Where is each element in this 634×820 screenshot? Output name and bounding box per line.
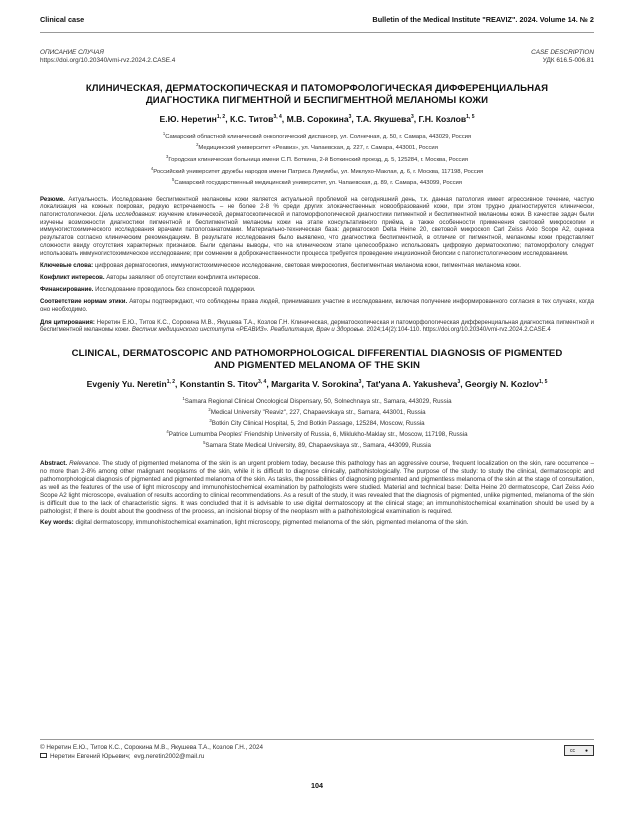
contact-name: Неретин Евгений Юрьевич; <box>50 752 131 760</box>
en-affiliation <box>40 395 594 406</box>
funding-label: Финансирование. <box>40 286 94 293</box>
en-affiliation <box>40 406 594 417</box>
affiliation-text: Medical University "Reaviz", 227, Chapaevskaya str., Samara, 443001, Russia <box>210 409 426 417</box>
affiliation-text: Медицинский университет «Реавиз», ул. Чапаевская, д. 227, г. Самара, 443001, Россия <box>198 145 438 152</box>
en-affiliation <box>40 439 594 450</box>
affiliation-number: 1 <box>182 396 185 402</box>
authors-ru: Е.Ю. Неретин$^{1, 2}$, К.С. Титов$^{3, 4}$, М.В. Сорокина$^3$, Т.А. Якушева$^3$, Г.Н. Козлов$^{1, 5}$ <box>159 113 475 124</box>
footer-lines <box>40 744 594 761</box>
abstract-relevance-en: Relevance. <box>69 460 101 468</box>
affiliation-text: Patrice Lumumba Peoples' Friendship University of Russia, 6, Miklukho-Maklay str., Moscow, 117198, Russia <box>168 431 468 439</box>
ru-author: Т.А. Якушева <box>356 113 411 124</box>
funding-ru <box>40 287 594 295</box>
conflict-label: Конфликт интересов. <box>40 274 105 281</box>
ethics-text: Авторы подтверждают, что соблюдены права людей, принимавших участие в исследовании, включая получение информированного согласия в тех случаях, когда оно необходимо. <box>40 299 594 314</box>
en-author-affil-sup: 3 <box>358 379 362 386</box>
article-type-ru: ОПИСАНИЕ СЛУЧАЯ <box>40 49 104 56</box>
affiliation-number: 5 <box>203 440 206 446</box>
citation-label: Для цитирования: <box>40 319 95 326</box>
affiliation-number: 4 <box>166 429 169 435</box>
affiliation-number: 2 <box>208 407 211 413</box>
header-rule <box>40 32 594 33</box>
en-author: Margarita V. Sorokina <box>271 379 359 390</box>
affiliation-number: 3 <box>209 418 212 424</box>
ru-affiliation <box>40 165 594 177</box>
affiliation-text: Samara Regional Clinical Oncological Dispensary, 50, Solnechnaya str., Samara, 443029, Russia <box>184 398 452 406</box>
affiliation-text: Российский университет дружбы народов имени Патриса Лумумбы, ул. Миклухо-Маклая, д. 6, г. Москва, 117198, Россия <box>153 168 484 175</box>
contact <box>40 753 594 762</box>
ru-affiliation <box>40 153 594 165</box>
keywords-ru <box>40 263 594 271</box>
en-author: Tat'yana A. Yakusheva <box>366 379 458 390</box>
affiliation-text: Самарский государственный медицинский университет, ул. Чапаевская, д. 89, г. Самара, 443099, Россия <box>174 180 463 187</box>
ru-author-affil-sup: 3, 4 <box>273 113 282 120</box>
affiliation-number: 2 <box>196 142 199 148</box>
header-journal: Bulletin of the Medical Institute "REAVIZ". 2024. Volume 14. № 2 <box>372 14 594 24</box>
citation-ru <box>40 320 594 335</box>
ru-affiliation <box>40 176 594 188</box>
affiliations-en <box>40 395 594 450</box>
affiliation-text: Samara State Medical University, 89, Chapaevskaya str., Samara, 443099, Russia <box>205 442 431 450</box>
footer <box>40 739 594 761</box>
english-section <box>40 348 594 527</box>
en-author: Konstantin S. Titov <box>179 379 258 390</box>
ru-author-affil-sup: 1, 5 <box>466 113 475 120</box>
citation-text-1: Неретин Е.Ю., Титов К.С., Сорокина М.В., Якушева Т.А., Козлов Г.Н. Клиническая, дерматоскопическая и патоморфологическая дифференциальная диагностика пигментной и беспигментной меланомы кожи. <box>40 319 594 334</box>
funding-text: Исследование проводилось без спонсорской поддержки. <box>93 286 256 293</box>
keywords-text-en: digital dermatoscopy, immunohistochemical examination, light microscopy, pigmented melanoma of the skin, pigmented melanoma of the skin. <box>73 519 469 527</box>
citation-journal: Вестник медицинского института «РЕАВИЗ». Реабилитация, Врач и Здоровье. <box>131 327 365 334</box>
affiliation-number: 4 <box>150 165 154 171</box>
affiliation-number: 1 <box>162 130 166 136</box>
en-author: Georgiy N. Kozlov <box>465 379 540 390</box>
abstract-ru <box>40 197 594 259</box>
en-author-affil-sup: 3, 4 <box>257 379 267 386</box>
ru-author-affil-sup: 1, 2 <box>216 113 226 120</box>
ru-author: М.В. Сорокина <box>286 113 349 124</box>
keywords-label-ru: Ключевые слова: <box>40 263 94 270</box>
en-author-affil-sup: 1, 2 <box>166 379 176 386</box>
udc-code: УДК 616.5-006.81 <box>542 57 594 65</box>
abstract-text-en: The study of pigmented melanoma of the skin is an urgent problem today, because this pathology has an aggressive course, frequent localization on the skin, rare occurrence – no more than 2-8% among other malignant neoplasms of the skin, while it is difficult to diagnose clinically, pathohistologically. The purpose of the study: to study the clinical, dermatoscopic and pathomorphological diagnosis of pigmented and pigmented melanoma of the skin. As tasks, the possibilities of diagnosing pigmented and pigmentless melanoma of the skin at the stage of consultation, as well as the features of the use of light microscopy and immunohistochemical examination by pathologists were studied. Material and technical base: Delta Heine 20 dermatoscope, Carl Zeiss Axio Scope A2 light microscope, evaluation of results according to clinical recommendations. As a result of the study, it was revealed that the diagnosis of pigmented, unlike pigmented, melanoma of the skin is difficult due to the lack of characteristic signs. It was concluded that it is advisable to use digital dermatoscopy at the clinical stage; an immunohistochemical examination should be used by a pathologist; if there is doubt about the goodness of the process, an incisional biopsy of the neoplasm with a pathohistological examination is required. <box>40 460 595 516</box>
affiliation-text: Самарский областной клинический онкологический диспансер, ул. Солнечная, д. 50, г. Самара, 443029, Россия <box>165 133 472 140</box>
ru-author: К.С. Титов <box>229 113 274 124</box>
abstract-en <box>40 460 594 516</box>
ru-affiliation <box>40 141 594 153</box>
abstract-goal-label-ru: Цель исследования: <box>99 212 157 219</box>
conflict-text: Авторы заявляют об отсутствии конфликта интересов. <box>104 274 261 281</box>
article-meta <box>40 49 594 66</box>
contact-email[interactable]: evg.neretin2002@mail.ru <box>133 752 205 760</box>
ru-author-affil-sup: 3 <box>348 113 352 120</box>
affiliations-ru <box>40 130 594 188</box>
page-number: 104 <box>311 781 323 790</box>
ru-author: Г.Н. Козлов <box>418 113 467 124</box>
authors-en: Evgeniy Yu. Neretin$^{1, 2}$, Konstantin S. Titov$^{3, 4}$, Margarita V. Sorokina$^3$, Tat'yana A. Yakusheva$^3$, Georgiy N. Kozlov$^{1, 5}$ <box>86 379 548 390</box>
affiliation-text: Городская клиническая больница имени С.П. Боткина, 2-й Боткинский проезд, д. 5, 125284, г. Москва, Россия <box>168 156 468 163</box>
copyright: © Неретин Е.Ю., Титов К.С., Сорокина М.В., Якушева Т.А., Козлов Г.Н., 2024 <box>40 744 264 751</box>
article-page <box>40 0 594 527</box>
abstract-label-en: Abstract. <box>40 460 68 468</box>
ethics-ru <box>40 299 594 314</box>
article-type-en: CASE DESCRIPTION <box>531 49 594 56</box>
header-section: Clinical case <box>40 14 85 24</box>
mail-icon <box>40 753 47 758</box>
cc-badge-text: cc <box>569 747 575 754</box>
abstract-text-ru-2: изучение клинической, дерматоскопической и патоморфологической диагностики пигментной и беспигментной меланомы кожи. В качестве задач были изучены возможности диагностики пигментной и беспигментной меланомы кожи на этапе консультативного приёма, а также особенности применения световой микроскопии и иммуногистохимического исследования врачами патологоанатомами. Материально-техническая база: дерматоскоп Delta Heine 20, световой микроскоп Carl Zeiss Axio Scope A2, оценка результатов согласно клиническим рекомендациям. В результате исследования было выявлено, что диагностика беспигментной, в отличие от пигментной, меланомы кожи представляет сложности ввиду отсутствия характерных признаков. Были сделаны выводы, что на клиническом этапе целесообразно использовать цифровую дерматоскопию; патоморфологу следует использовать иммуногистохимическое исследование; при сомнении в доброкачественности процесса требуется проведение инцизионной биопсии с патогистологическим исследованием. <box>40 212 594 257</box>
citation-text-2[interactable]: 2024;14(2):104-110. https://doi.org/10.20340/vmi-rvz.2024.2.CASE.4 <box>364 327 551 334</box>
en-author-affil-sup: 3 <box>457 379 461 386</box>
footer-rule <box>40 739 594 740</box>
ru-affiliation <box>40 130 594 142</box>
affiliation-number: 5 <box>171 177 175 183</box>
ru-author-affil-sup: 3 <box>410 113 414 120</box>
en-author-affil-sup: 1, 5 <box>539 379 548 386</box>
abstract-label-ru: Резюме. <box>40 196 65 203</box>
ru-author: Е.Ю. Неретин <box>159 113 217 124</box>
affiliation-number: 3 <box>166 153 169 159</box>
cc-license-icon[interactable] <box>564 745 594 756</box>
ethics-label: Соответствие нормам этики. <box>40 299 128 306</box>
doi-link[interactable]: https://doi.org/10.20340/vmi-rvz.2024.2.CASE.4 <box>40 57 176 65</box>
keywords-text-ru: цифровая дерматоскопия, иммуногистохимическое исследование, световая микроскопия, беспигментная меланома кожи, пигментная меланома кожи. <box>93 263 521 270</box>
title-ru: КЛИНИЧЕСКАЯ, ДЕРМАТОСКОПИЧЕСКАЯ И ПАТОМОРФОЛОГИЧЕСКАЯ ДИФФЕРЕНЦИАЛЬНАЯ ДИАГНОСТИКА ПИГМЕНТНОЙ И БЕСПИГМЕНТНОЙ МЕЛАНОМЫ КОЖИ <box>85 82 549 106</box>
keywords-label-en: Key words: <box>40 519 74 527</box>
cc-person-icon: ● <box>584 747 588 754</box>
conflict-ru <box>40 275 594 283</box>
en-author: Evgeniy Yu. Neretin <box>86 379 167 390</box>
title-en: CLINICAL, DERMATOSCOPIC AND PATHOMORPHOLOGICAL DIFFERENTIAL DIAGNOSIS OF PIGMENTED AND PIGMENTED MELANOMA OF THE SKIN <box>71 348 563 372</box>
en-affiliation <box>40 417 594 428</box>
en-affiliation <box>40 428 594 439</box>
running-header <box>40 8 594 30</box>
abstract-text-ru-1: Актуальность. Исследование беспигментной меланомы кожи является актуальной проблемой на сегодняшний день, т.к. данная патология имеет агрессивное течение, частую локализация на кожных покровах, редкую встречаемость – не более 2-8 % среди других злокачественных новообразований кожи, при этом трудно диагностируется клинически, патогистологически. <box>40 196 594 219</box>
keywords-en <box>40 519 594 527</box>
affiliation-text: Botkin City Clinical Hospital, 5, 2nd Botkin Passage, 125284, Moscow, Russia <box>211 420 425 428</box>
